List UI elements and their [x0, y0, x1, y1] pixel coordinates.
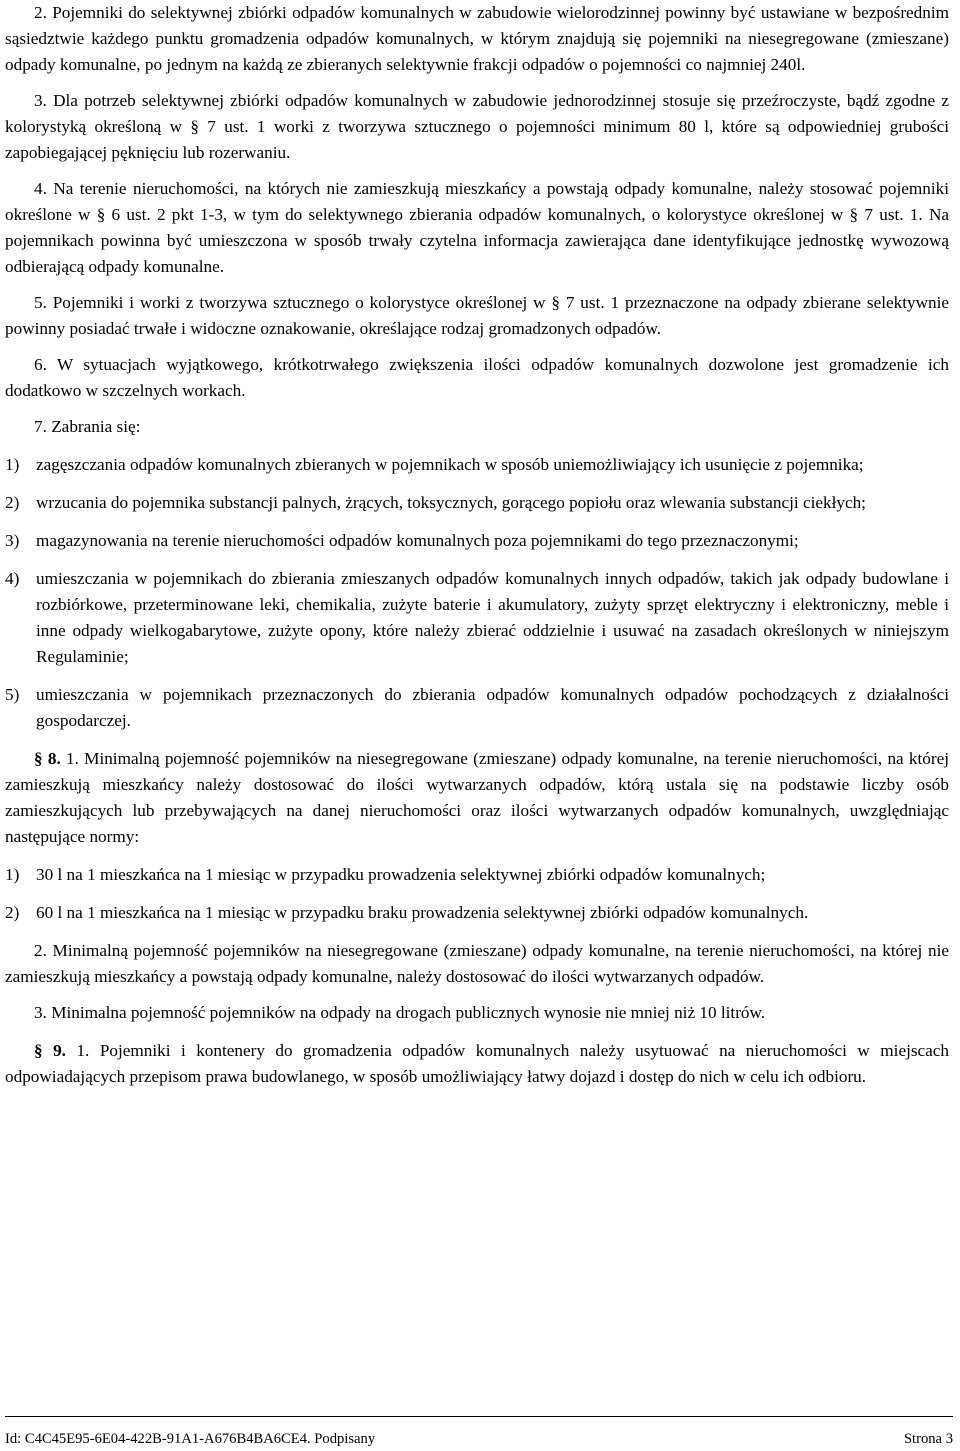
document-id: Id: C4C45E95-6E04-422B-91A1-A676B4BA6CE4. Podpisany [5, 1431, 376, 1447]
item-text: magazynowania na terenie nieruchomości odpadów komunalnych poza pojemnikami do tego przeznaczonymi; [36, 531, 799, 550]
prohibition-item [5, 490, 949, 516]
page-footer [5, 1416, 953, 1447]
norm-item [5, 900, 949, 926]
norm-item [5, 862, 949, 888]
item-number: 3) [5, 531, 20, 550]
prohibition-item [5, 452, 949, 478]
item-number: 5) [5, 685, 20, 704]
item-number: 4) [5, 569, 20, 588]
paragraph-7: 7. Zabrania się: [34, 417, 141, 436]
item-text: zagęszczania odpadów komunalnych zbieranych w pojemnikach w sposób uniemożliwiający ich usunięcie z pojemnika; [36, 455, 864, 474]
paragraph-2: 2. Pojemniki do selektywnej zbiórki odpadów komunalnych w zabudowie wielorodzinnej powinny być ustawiane w bezpośrednim sąsiedztwie każdego punktu gromadzenia odpadów komunalnych, w którym znajdują się pojemniki na niesegregowane (zmieszane) odpady komunalne, po jednym na każdą ze zbieranych selektywnie frakcji odpadów o pojemności co najmniej 240l. [5, 3, 949, 74]
section-9-paragraph-1 [5, 1038, 949, 1090]
prohibition-item [5, 566, 949, 670]
item-text: umieszczania w pojemnikach przeznaczonych do zbierania odpadów komunalnych odpadów pochodzących z działalności gospodarczej. [36, 685, 949, 730]
item-number: 1) [5, 455, 20, 474]
section-8-paragraph-2: 2. Minimalną pojemność pojemników na niesegregowane (zmieszane) odpady komunalne, na terenie nieruchomości, na której nie zamieszkują mieszkańcy a powstają odpady komunalne, należy dostosować do ilości wytwarzanych odpadów. [5, 941, 949, 986]
item-number: 1) [5, 865, 20, 884]
prohibition-item [5, 528, 949, 554]
item-text: umieszczania w pojemnikach do zbierania zmieszanych odpadów komunalnych innych odpadów, takich jak odpady budowlane i rozbiórkowe, przeterminowane leki, chemikalia, zużyte baterie i akumulatory, zużyty sprzęt elektryczny i elektroniczny, meble i inne odpady wielkogabarytowe, zużyte opony, które należy zbierać oddzielnie i usuwać na zasadach określonych w niniejszym Regulaminie; [36, 569, 949, 666]
section-9-text: 1. Pojemniki i kontenery do gromadzenia odpadów komunalnych należy usytuować na nieruchomości w miejscach odpowiadających przepisom prawa budowlanego, w sposób umożliwiający łatwy dojazd i dostęp do nich w celu ich odbioru. [5, 1041, 950, 1086]
paragraph-6: 6. W sytuacjach wyjątkowego, krótkotrwałego zwiększenia ilości odpadów komunalnych dozwolone jest gromadzenie ich dodatkowo w szczelnych workach. [5, 355, 949, 400]
item-number: 2) [5, 903, 20, 922]
section-8-paragraph-3: 3. Minimalna pojemność pojemników na odpady na drogach publicznych wynosie nie mniej niż 10 litrów. [34, 1003, 766, 1022]
item-text: 30 l na 1 mieszkańca na 1 miesiąc w przypadku prowadzenia selektywnej zbiórki odpadów komunalnych; [36, 865, 766, 884]
prohibition-item [5, 682, 949, 734]
section-9-label: § 9. [34, 1041, 66, 1060]
paragraph-4: 4. Na terenie nieruchomości, na których nie zamieszkują mieszkańcy a powstają odpady komunalne, należy stosować pojemniki określone w § 6 ust. 2 pkt 1-3, w tym do selektywnego zbierania odpadów komunalnych, o kolorystyce określonej w § 7 ust. 1. Na pojemnikach powinna być umieszczona w sposób trwały czytelna informacja zawierająca dane identyfikujące jednostkę wywozową odbierającą odpady komunalne. [5, 179, 949, 276]
section-8-label: § 8. [34, 749, 61, 768]
section-8-paragraph-1 [5, 746, 949, 850]
item-text: wrzucania do pojemnika substancji palnych, żrących, toksycznych, gorącego popiołu oraz wlewania substancji ciekłych; [36, 493, 866, 512]
item-number: 2) [5, 493, 20, 512]
paragraph-3: 3. Dla potrzeb selektywnej zbiórki odpadów komunalnych w zabudowie jednorodzinnej stosuje się przeźroczyste, bądź zgodne z kolorystyką określoną w § 7 ust. 1 worki z tworzywa sztucznego o pojemności minimum 80 l, które są odpowiedniej grubości zapobiegającej pęknięciu lub rozerwaniu. [5, 91, 949, 162]
document-page [5, 0, 949, 1090]
paragraph-5: 5. Pojemniki i worki z tworzywa sztucznego o kolorystyce określonej w § 7 ust. 1 przeznaczone na odpady zbierane selektywnie powinny posiadać trwałe i widoczne oznakowanie, określające rodzaj gromadzonych odpadów. [5, 293, 949, 338]
item-text: 60 l na 1 mieszkańca na 1 miesiąc w przypadku braku prowadzenia selektywnej zbiórki odpadów komunalnych. [36, 903, 809, 922]
section-8-text: 1. Minimalną pojemność pojemników na niesegregowane (zmieszane) odpady komunalne, na terenie nieruchomości, na której zamieszkują mieszkańcy należy dostosować do ilości wytwarzanych odpadów, którą ustala się na podstawie liczby osób zamieszkujących lub przebywających na danej nieruchomości oraz ilości wytwarzanych odpadów komunalnych, uwzględniając następujące normy: [5, 749, 950, 846]
page-number: Strona 3 [903, 1431, 953, 1447]
